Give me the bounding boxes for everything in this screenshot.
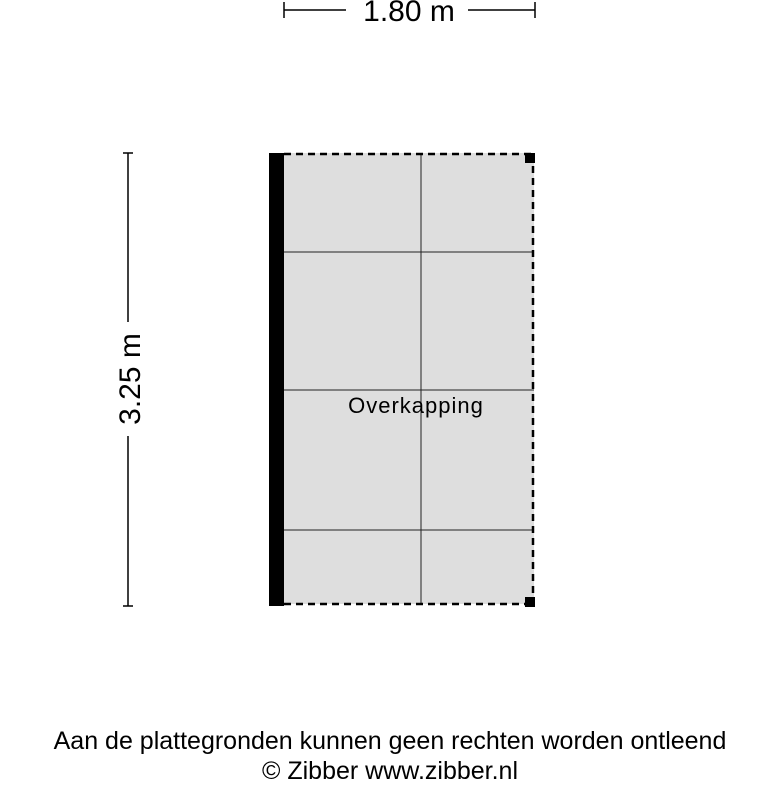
height-dimension-label: 3.25 m — [114, 333, 147, 425]
disclaimer-text: Aan de plattegronden kunnen geen rechten worden ontleend — [53, 727, 727, 755]
room-label: Overkapping — [348, 393, 484, 418]
copyright-text: © Zibber www.zibber.nl — [261, 757, 519, 785]
room-floor — [276, 153, 534, 604]
corner-post-bottom-right — [525, 597, 535, 607]
corner-post-top-right — [525, 153, 535, 163]
solid-wall-left — [269, 153, 284, 606]
height-dimension — [114, 153, 147, 606]
width-dimension-label: 1.80 m — [363, 0, 455, 28]
width-dimension — [284, 0, 535, 28]
